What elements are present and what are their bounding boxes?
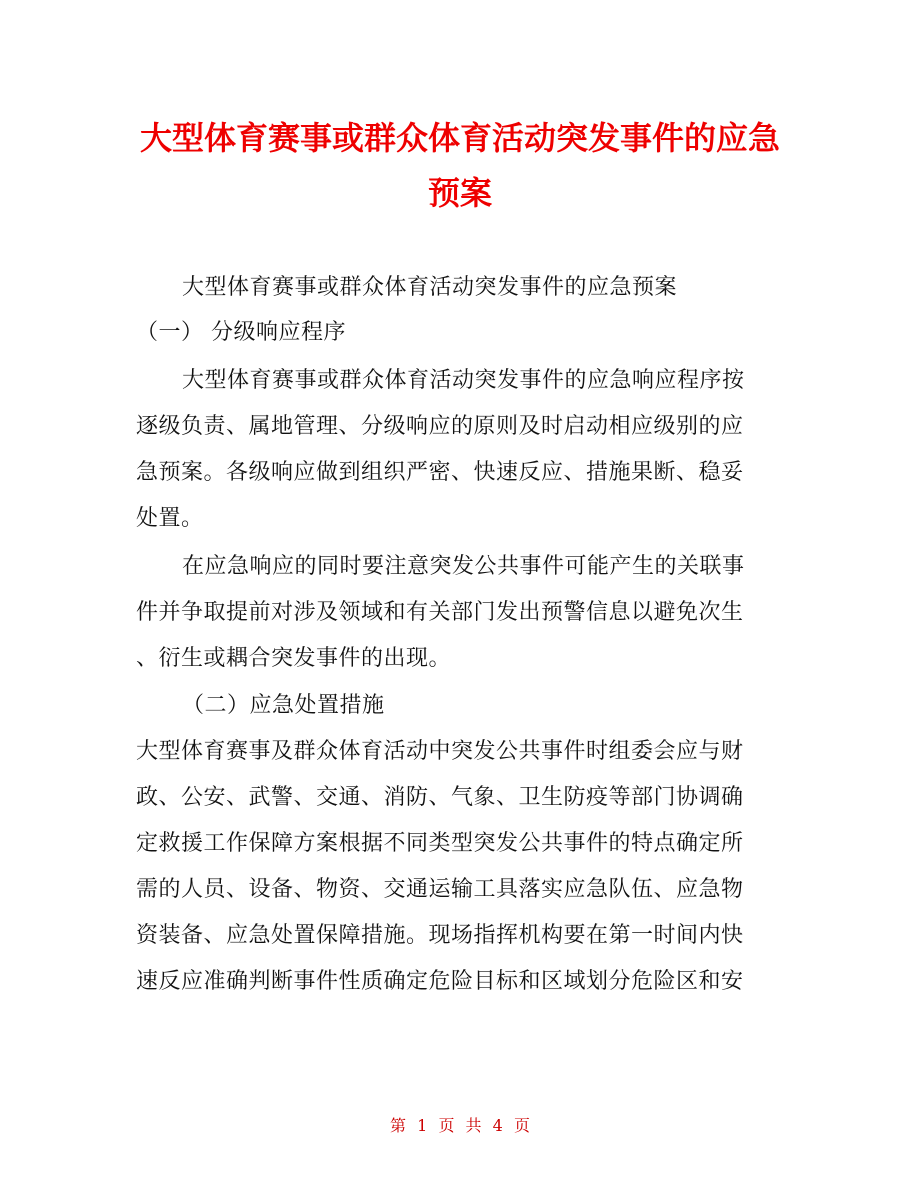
document-title-line-1: 大型体育赛事或群众体育活动突发事件的应急 <box>139 119 780 157</box>
paragraph-line: 定救援工作保障方案根据不同类型突发公共事件的特点确定所 <box>136 831 744 856</box>
page-footer <box>0 1113 920 1136</box>
footer-label: 共 <box>465 1116 482 1135</box>
current-page-number: 1 <box>417 1116 428 1135</box>
footer-label: 页 <box>513 1116 530 1135</box>
footer-label: 第 <box>390 1116 407 1135</box>
paragraph-line: 急预案。各级响应做到组织严密、快速反应、措施果断、稳妥 <box>136 460 744 485</box>
subtitle-line: 大型体育赛事或群众体育活动突发事件的应急预案 <box>182 275 678 300</box>
paragraph-line: 处置。 <box>136 506 204 531</box>
section-heading-1: （一） 分级响应程序 <box>136 320 346 345</box>
paragraph-line: 、衍生或耦合突发事件的出现。 <box>136 646 452 671</box>
paragraph-line: 需的人员、设备、物资、交通运输工具落实应急队伍、应急物 <box>136 877 744 902</box>
paragraph-line: 政、公安、武警、交通、消防、气象、卫生防疫等部门协调确 <box>136 785 744 810</box>
paragraph-line: 大型体育赛事及群众体育活动中突发公共事件时组委会应与财 <box>136 739 744 764</box>
total-pages-number: 4 <box>492 1116 503 1135</box>
paragraph-line: 资装备、应急处置保障措施。现场指挥机构要在第一时间内快 <box>136 923 744 948</box>
section-heading-2: （二）应急处置措施 <box>182 693 385 718</box>
paragraph-line: 逐级负责、属地管理、分级响应的原则及时启动相应级别的应 <box>136 414 744 439</box>
document-title-line-2: 预案 <box>427 174 492 212</box>
paragraph-line: 大型体育赛事或群众体育活动突发事件的应急响应程序按 <box>182 368 745 393</box>
paragraph-line: 速反应准确判断事件性质确定危险目标和区域划分危险区和安 <box>136 969 744 994</box>
footer-label: 页 <box>438 1116 455 1135</box>
paragraph-line: 件并争取提前对涉及领域和有关部门发出预警信息以避免次生 <box>136 600 744 625</box>
paragraph-line: 在应急响应的同时要注意突发公共事件可能产生的关联事 <box>182 554 745 579</box>
